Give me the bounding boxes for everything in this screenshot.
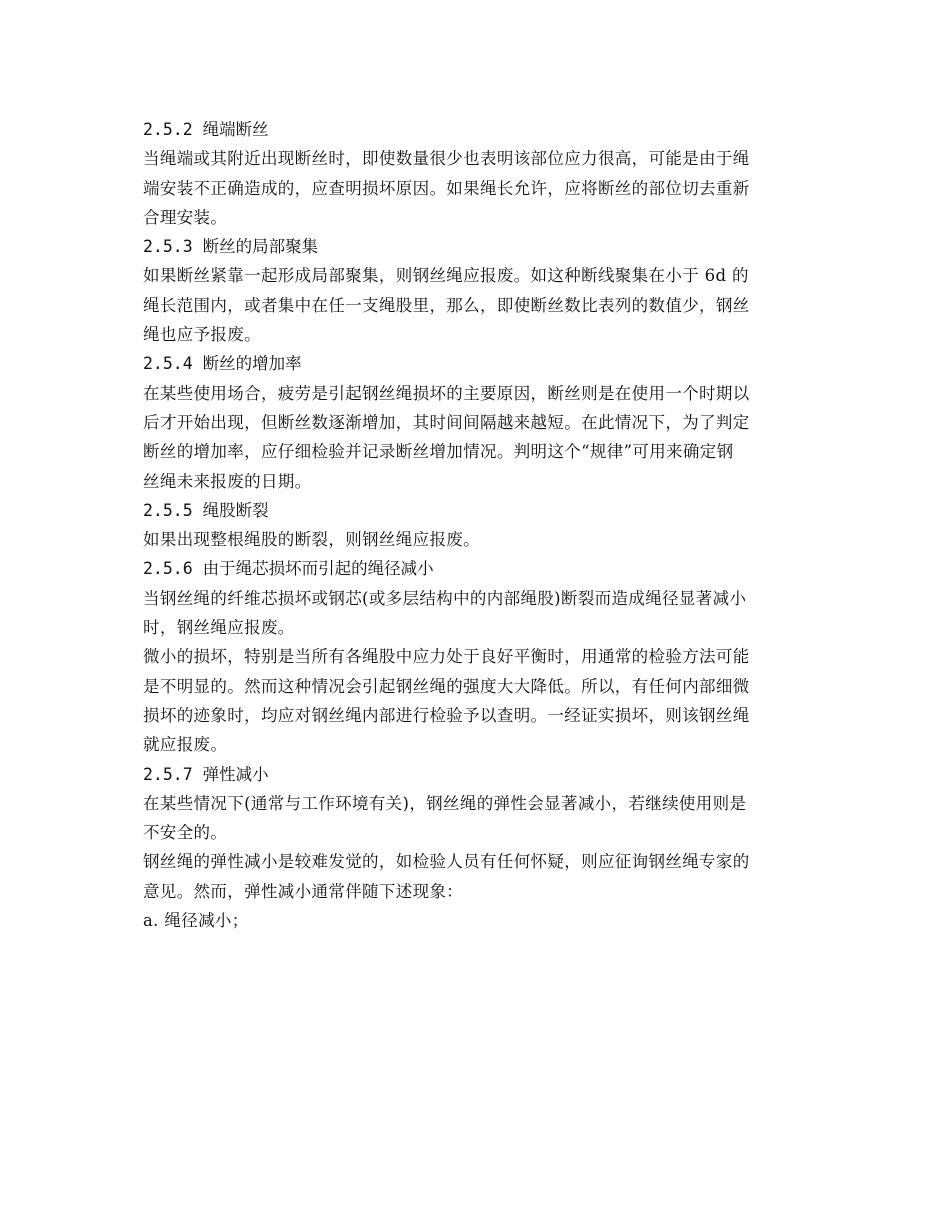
section-2-5-2 xyxy=(143,115,823,232)
text-line: 如果断丝紧靠一起形成局部聚集，则钢丝绳应报废。如这种断线聚集在小于 6d 的 xyxy=(143,266,749,286)
paragraph xyxy=(143,789,823,848)
text-line: 当绳端或其附近出现断丝时，即使数量很少也表明该部位应力很高，可能是由于绳 xyxy=(143,149,750,169)
text-line: 损坏的迹象时，均应对钢丝绳内部进行检验予以查明。一经证实损坏，则该钢丝绳 xyxy=(143,705,750,725)
section-heading: 2.5.2 绳端断丝 xyxy=(143,120,269,139)
list-item xyxy=(143,906,823,935)
section-2-5-6 xyxy=(143,554,823,759)
text-line: 在某些使用场合，疲劳是引起钢丝绳损坏的主要原因，断丝则是在使用一个时期以 xyxy=(143,383,750,403)
text-line: 当钢丝绳的纤维芯损坏或钢芯(或多层结构中的内部绳股)断裂而造成绳径显著减小 xyxy=(143,588,747,608)
document-page xyxy=(143,115,823,935)
text-line: 时，钢丝绳应报废。 xyxy=(143,618,295,638)
section-heading: 2.5.3 断丝的局部聚集 xyxy=(143,237,319,257)
paragraph xyxy=(143,379,823,496)
text-line: 不安全的。 xyxy=(143,823,228,843)
text-line: 就应报废。 xyxy=(143,735,228,755)
section-heading: 2.5.7 弹性减小 xyxy=(143,764,269,784)
paragraph xyxy=(143,261,823,349)
section-heading: 2.5.4 断丝的增加率 xyxy=(143,354,302,374)
text-line: 合理安装。 xyxy=(143,207,228,227)
text-line: 后才开始出现，但断丝数逐渐增加，其时间间隔越来越短。在此情况下，为了判定 xyxy=(143,412,750,432)
text-line: 端安装不正确造成的，应查明损坏原因。如果绳长允许，应将断丝的部位切去重新 xyxy=(143,178,750,198)
paragraph xyxy=(143,144,823,232)
text-line: 钢丝绳的弹性减小是较难发觉的，如检验人员有任何怀疑，则应征询钢丝绳专家的 xyxy=(143,852,750,872)
section-2-5-3 xyxy=(143,232,823,349)
section-heading: 2.5.5 绳股断裂 xyxy=(143,500,269,520)
text-line: 断丝的增加率，应仔细检验并记录断丝增加情况。判明这个“规律”可用来确定钢 xyxy=(143,442,734,462)
paragraph xyxy=(143,847,823,906)
section-2-5-5 xyxy=(143,496,823,555)
text-line: 绳也应予报废。 xyxy=(143,325,261,345)
text-line: a. 绳径减小； xyxy=(143,911,249,931)
text-line: 在某些情况下(通常与工作环境有关)，钢丝绳的弹性会显著减小，若继续使用则是 xyxy=(143,793,747,813)
paragraph xyxy=(143,525,823,554)
text-line: 意见。然而，弹性减小通常伴随下述现象： xyxy=(143,881,464,901)
paragraph xyxy=(143,642,823,759)
paragraph xyxy=(143,584,823,643)
section-heading: 2.5.6 由于绳芯损坏而引起的绳径减小 xyxy=(143,559,434,579)
section-2-5-4 xyxy=(143,349,823,495)
text-line: 微小的损坏，特别是当所有各绳股中应力处于良好平衡时，用通常的检验方法可能 xyxy=(143,647,750,667)
text-line: 绳长范围内，或者集中在任一支绳股里，那么，即使断丝数比表列的数值少，钢丝 xyxy=(143,295,750,315)
text-line: 是不明显的。然而这种情况会引起钢丝绳的强度大大降低。所以，有任何内部细微 xyxy=(143,676,750,696)
section-2-5-7 xyxy=(143,760,823,936)
text-line: 如果出现整根绳股的断裂，则钢丝绳应报废。 xyxy=(143,530,480,550)
text-line: 丝绳未来报废的日期。 xyxy=(143,471,312,491)
